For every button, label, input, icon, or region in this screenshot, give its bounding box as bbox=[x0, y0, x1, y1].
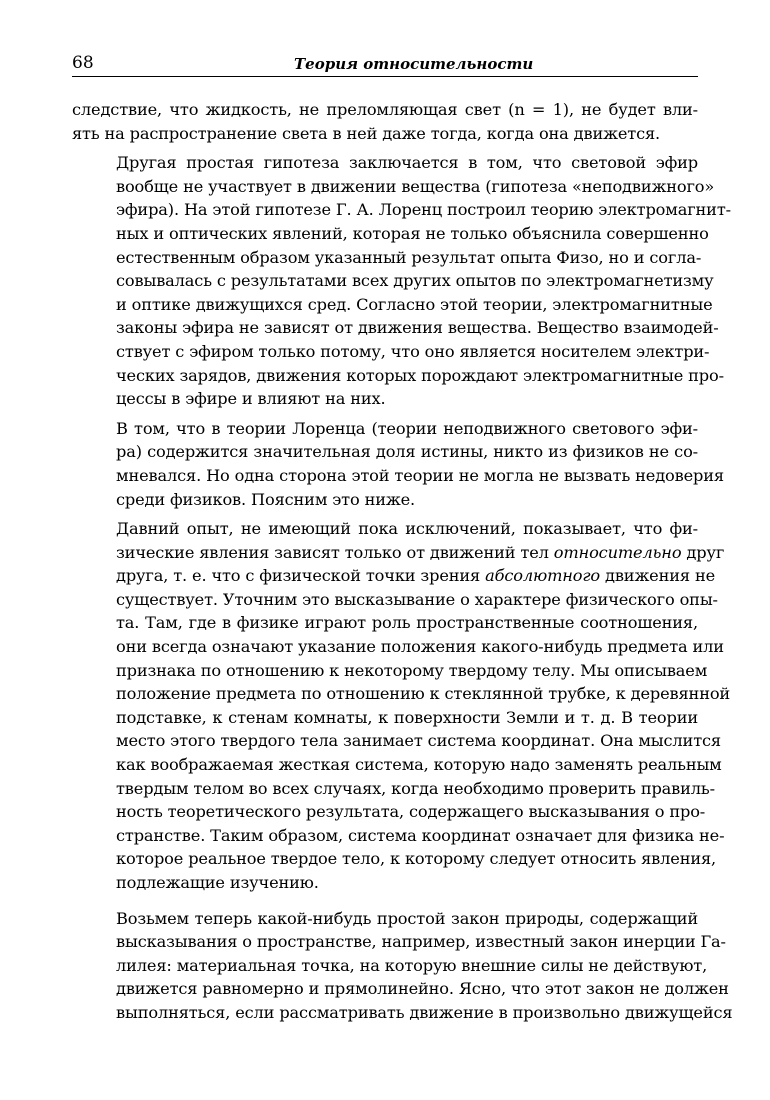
text-line: которое реальное твердое тело, к которому следует относить явления, bbox=[116, 849, 717, 869]
text-line: Давний опыт, не имеющий пока исключений, показывает, что фи- bbox=[116, 519, 698, 539]
text-line: они всегда означают указание положения какого-нибудь предмета или bbox=[116, 637, 724, 657]
text-line: как воображаемая жесткая система, которую надо заменять реальным bbox=[116, 755, 722, 775]
text-line: существует. Уточним это высказывание о характере физического опы- bbox=[116, 589, 718, 609]
text-line: Другая простая гипотеза заключается в том, что световой эфир bbox=[116, 153, 698, 173]
text-line bbox=[72, 564, 716, 588]
text-segment: движения не bbox=[600, 566, 716, 586]
text-line: вообще не участвует в движении вещества (гипотеза «неподвижного» bbox=[116, 176, 715, 196]
text-line: странстве. Таким образом, система координат означает для физика не- bbox=[116, 825, 725, 845]
running-title: Теория относительности bbox=[294, 55, 534, 73]
paragraph-3 bbox=[72, 417, 724, 511]
text-line: эфира). На этой гипотезе Г. А. Лоренц построил теорию электромагнит- bbox=[116, 200, 731, 220]
text-line: и оптике движущихся сред. Согласно этой теории, электромагнитные bbox=[116, 294, 713, 314]
text-line: место этого твердого тела занимает система координат. Она мыслится bbox=[116, 731, 721, 751]
text-line: ческих зарядов, движения которых порождают электромагнитные про- bbox=[116, 365, 724, 385]
text-line: ра) содержится значительная доля истины, никто из физиков не со- bbox=[116, 442, 698, 462]
page-number: 68 bbox=[72, 53, 94, 73]
text-segment: зические явления зависят только от движений тел bbox=[116, 542, 554, 562]
text-line: подлежащие изучению. bbox=[116, 873, 319, 892]
text-line: лилея: материальная точка, на которую внешние силы не действуют, bbox=[116, 955, 708, 975]
text-line bbox=[72, 541, 725, 565]
paragraph-4 bbox=[72, 517, 731, 895]
text-line: среди физиков. Поясним это ниже. bbox=[116, 489, 416, 509]
text-line: подставке, к стенам комнаты, к поверхности Земли и т. д. В теории bbox=[116, 707, 698, 727]
text-line: движется равномерно и прямолинейно. Ясно, что этот закон не должен bbox=[116, 979, 729, 999]
text-line: мневался. Но одна сторона этой теории не могла не вызвать недоверия bbox=[116, 465, 724, 485]
text-segment: друга, т. е. что с физической точки зрения bbox=[116, 566, 486, 586]
text-line: ять на распространение света в ней даже тогда, когда она движется. bbox=[72, 123, 661, 143]
text-line: естественным образом указанный результат опыта Физо, но и согла- bbox=[116, 247, 702, 267]
text-segment: друг bbox=[681, 542, 725, 562]
body-text bbox=[72, 98, 733, 1025]
paragraph-5 bbox=[72, 907, 733, 1025]
text-line: признака по отношению к некоторому твердому телу. Мы описываем bbox=[116, 660, 708, 680]
text-line: положение предмета по отношению к стеклянной трубке, к деревянной bbox=[116, 684, 731, 704]
text-line: та. Там, где в физике играют роль пространственные соотношения, bbox=[116, 613, 698, 633]
text-line: Возьмем теперь какой-нибудь простой закон природы, содержащий bbox=[116, 908, 698, 928]
text-line: цессы в эфире и влияют на них. bbox=[116, 389, 386, 409]
text-line: В том, что в теории Лоренца (теории неподвижного светового эфи- bbox=[116, 418, 698, 438]
text-line: ствует с эфиром только потому, что оно является носителем электри- bbox=[116, 341, 710, 361]
emphasis-relatively: относительно bbox=[553, 542, 682, 562]
text-line: твердым телом во всех случаях, когда необходимо проверить правиль- bbox=[116, 778, 715, 798]
text-line: ность теоретического результата, содержащего высказывания о про- bbox=[116, 802, 706, 822]
paragraph-2 bbox=[72, 151, 731, 411]
text-line: ных и оптических явлений, которая не только объяснила совершенно bbox=[116, 223, 709, 243]
text-line: следствие, что жидкость, не преломляющая свет (n = 1), не будет вли- bbox=[72, 100, 698, 119]
text-line: высказывания о пространстве, например, известный закон инерции Га- bbox=[116, 932, 726, 952]
text-line: совывалась с результатами всех других опытов по электромагнетизму bbox=[116, 271, 714, 291]
text-line: выполняться, если рассматривать движение в произвольно движущейся bbox=[116, 1002, 733, 1022]
page-header bbox=[72, 50, 698, 77]
paragraph-1 bbox=[72, 98, 698, 145]
emphasis-absolute: абсолютного bbox=[485, 566, 601, 586]
text-line: законы эфира не зависят от движения вещества. Вещество взаимодей- bbox=[116, 318, 719, 338]
